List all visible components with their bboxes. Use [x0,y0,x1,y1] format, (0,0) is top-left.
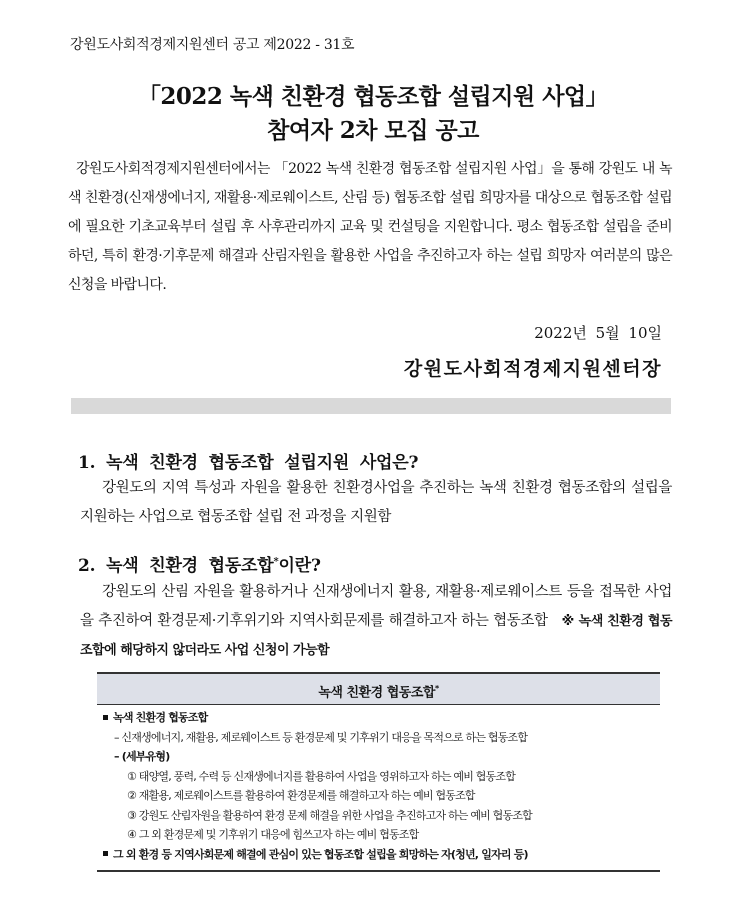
subtype-item: ① 태양열, 풍력, 수력 등 신재생에너지를 활용하여 사업을 영위하고자 하는 예비 협동조합 [127,769,516,783]
subtype-item: ③ 강원도 산림자원을 활용하여 환경 문제 해결을 위한 사업을 추진하고자 하는 예비 협동조합 [127,808,532,822]
page-subtitle: 참여자 2차 모집 공고 [267,117,479,144]
definition-item-2 [97,845,660,865]
section-1-heading: 1. 녹색 친환경 협동조합 설립지원 사업은? [78,453,419,473]
notice-number: 강원도사회적경제지원센터 공고 제2022 - 31호 [70,37,355,53]
subtype-item: ④ 그 외 환경문제 및 기후위기 대응에 힘쓰고자 하는 예비 협동조합 [127,828,419,841]
eligibility-note: ※ 녹색 친환경 협동조합에 해당하지 않더라도 사업 신청이 가능함 [80,614,672,658]
definition-box-body [97,705,660,872]
definition-box-header [97,672,660,705]
section-2-heading-text: 2. 녹색 친환경 협동조합 [78,556,274,576]
section-2-heading [78,551,321,576]
intro-paragraph: 강원도사회적경제지원센터에서는 「2022 녹색 친환경 협동조합 설립지원 사업」을 통해 강원도 내 녹색 친환경(신재생에너지, 재활용·제로웨이스트, 산림 등) 협동조합 설립 희망자를 대상으로 협동조합 설립에 필요한 기초교육부터 설립 후 사후관리까지 교육 및 컨설팅을 지원합니다. 평소 협동조합 설립을 준비하던, 특히 환경·기후문제 해결과 산림자원을 활용한 사업을 추진하고자 하는 설립 희망자 여러분의 많은 신청을 바랍니다. [68,161,672,293]
subtypes-label: – (세부유형) [114,750,170,763]
section-divider [71,398,671,414]
section-1-body: 강원도의 지역 특성과 자원을 활용한 친환경사업을 추진하는 녹색 친환경 협동조합의 설립을 지원하는 사업으로 협동조합 설립 전 과정을 지원함 [80,480,672,525]
definition-footnote-mark: * [434,684,439,693]
definition-box-title: 녹색 친환경 협동조합 [318,685,435,701]
issuer-name: 강원도사회적경제지원센터장 [403,358,662,380]
square-bullet-icon [103,851,108,856]
square-bullet-icon [103,715,108,720]
definition-item-1-desc: – 신재생에너지, 재활용, 제로웨이스트 등 환경문제 및 기후위기 대응을 목적으로 하는 협동조합 [114,730,528,744]
section-2-body [80,578,672,665]
definition-item-2-label: 그 외 환경 등 지역사회문제 해결에 관심이 있는 협동조합 설립을 희망하는 자(청년, 일자리 등) [113,847,528,861]
subtype-item: ② 재활용, 제로웨이스트를 활용하여 환경문제를 해결하고자 하는 예비 협동조합 [127,789,475,802]
definition-box [97,672,660,872]
announcement-date: 2022년 5월 10일 [534,324,662,342]
definition-item-1-label: 녹색 친환경 협동조합 [113,711,208,724]
footnote-mark: * [273,556,279,568]
section-2-body-text: 강원도의 산림 자원을 활용하거나 신재생에너지 활용, 재활용·제로웨이스트 등을 접목한 사업을 추진하여 환경문제·기후위기와 지역사회문제를 해결하고자 하는 협동조합 [80,584,672,629]
page-title: 「2022 녹색 친환경 협동조합 설립지원 사업」 [137,83,609,110]
section-2-heading-suffix: 이란? [278,556,321,576]
definition-item-1 [97,708,660,728]
